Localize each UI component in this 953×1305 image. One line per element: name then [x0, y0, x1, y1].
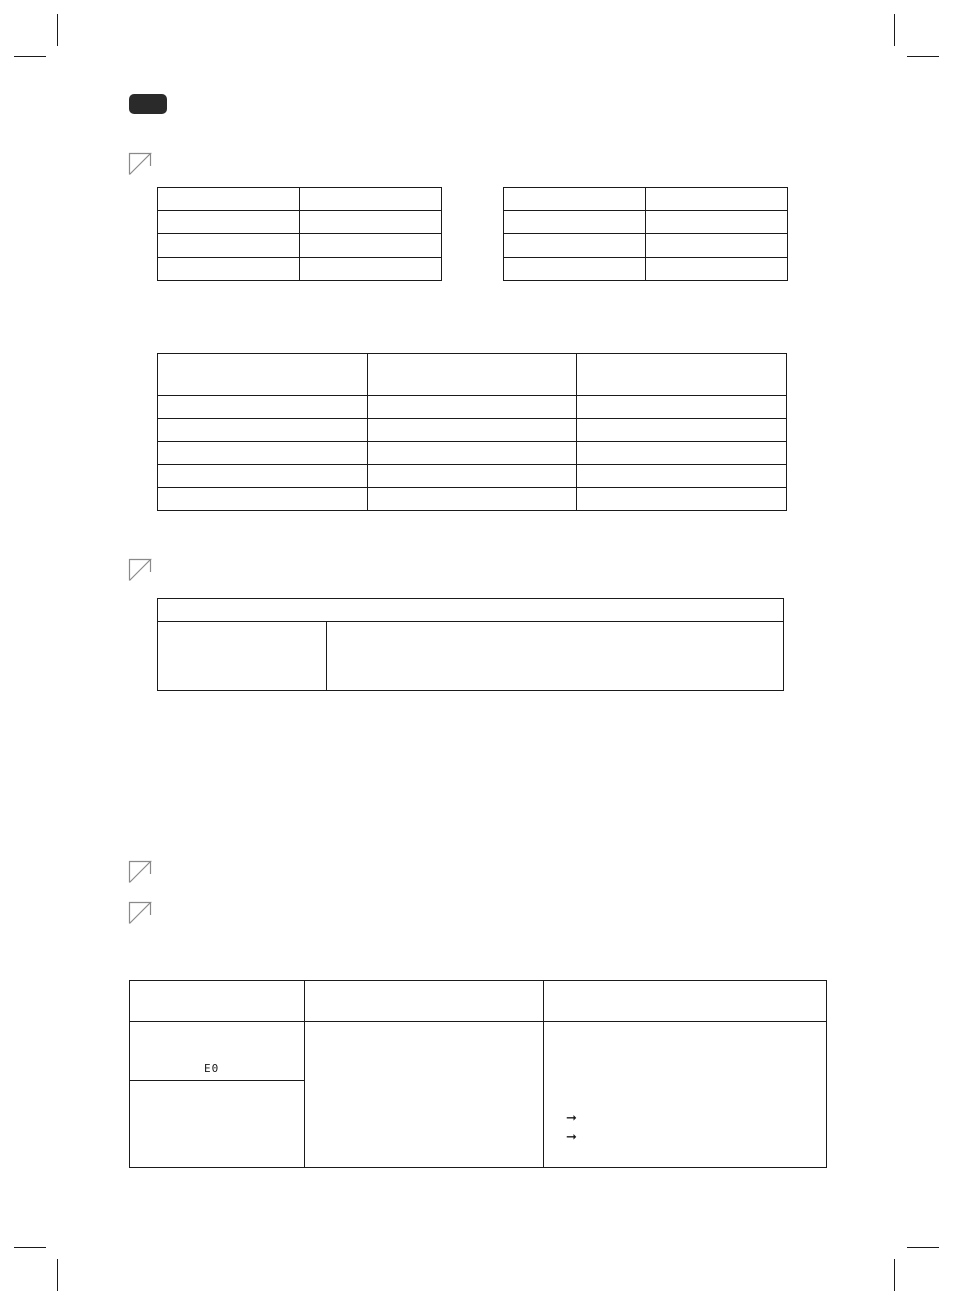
table-cell	[577, 396, 787, 419]
table-cell	[577, 442, 787, 465]
table-cell	[504, 211, 646, 234]
table-cell	[158, 211, 300, 234]
crop-mark	[894, 1259, 895, 1291]
note-icon	[128, 901, 152, 925]
table-cell	[504, 234, 646, 258]
crop-mark	[907, 1247, 939, 1248]
table-cell	[158, 234, 300, 258]
table-cell	[130, 1081, 305, 1168]
table-cell	[300, 211, 442, 234]
crop-mark	[57, 1259, 58, 1291]
table-cell	[368, 465, 577, 488]
table-cell	[300, 188, 442, 211]
note-icon	[128, 152, 152, 176]
table-cell	[646, 234, 788, 258]
table-header-cell	[158, 354, 368, 396]
table-cell	[577, 488, 787, 511]
error-code-display: E0	[204, 1062, 220, 1075]
table-cell	[646, 211, 788, 234]
crop-mark	[57, 14, 58, 46]
table-cell	[577, 465, 787, 488]
arrow-right-icon: ➞	[566, 1111, 577, 1126]
table-header-cell	[544, 981, 827, 1022]
small-table-right	[503, 187, 788, 281]
table-header-cell	[305, 981, 544, 1022]
table-cell	[368, 419, 577, 442]
table-cell	[646, 188, 788, 211]
table-cell	[300, 258, 442, 281]
language-tab-marker	[129, 94, 167, 114]
crop-mark	[14, 1247, 46, 1248]
crop-mark	[14, 56, 46, 57]
table-cell	[158, 465, 368, 488]
arrow-right-icon: ➞	[566, 1130, 577, 1145]
table-header-cell	[130, 981, 305, 1022]
note-icon	[128, 860, 152, 884]
note-icon	[128, 558, 152, 582]
table-cell	[158, 396, 368, 419]
table-header-cell	[368, 354, 577, 396]
table-cell	[327, 622, 784, 691]
table-cell	[300, 234, 442, 258]
crop-mark	[894, 14, 895, 46]
table-cell	[577, 419, 787, 442]
crop-mark	[907, 56, 939, 57]
table-cell	[158, 188, 300, 211]
table-cell	[368, 442, 577, 465]
table-cell	[368, 488, 577, 511]
table-header-cell	[577, 354, 787, 396]
troubleshooting-table	[129, 980, 827, 1168]
info-table	[157, 598, 784, 691]
table-cell	[368, 396, 577, 419]
small-table-left	[157, 187, 442, 281]
table-cell	[158, 258, 300, 281]
table-cell	[544, 1022, 827, 1168]
table-cell	[158, 488, 368, 511]
three-column-table	[157, 353, 787, 511]
table-cell	[158, 419, 368, 442]
table-cell	[646, 258, 788, 281]
table-cell	[504, 258, 646, 281]
table-cell	[158, 442, 368, 465]
table-cell	[504, 188, 646, 211]
table-header-cell	[158, 599, 784, 622]
table-cell	[158, 622, 327, 691]
table-cell	[305, 1022, 544, 1168]
